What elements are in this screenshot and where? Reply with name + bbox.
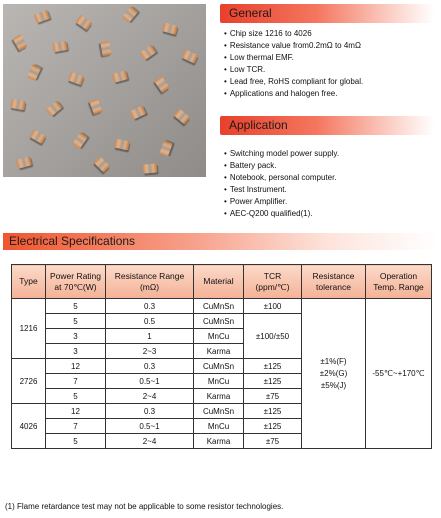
header-tolerance: Resistance tolerance [302, 265, 366, 299]
type-cell: 4026 [12, 404, 46, 449]
footnote: (1) Flame retardance test may not be applicable to some resistor technologies. [5, 502, 284, 511]
tcr-cell: ±125 [244, 374, 302, 389]
material-cell: CuMnSn [194, 314, 244, 329]
power-cell: 5 [46, 389, 106, 404]
material-cell: MnCu [194, 419, 244, 434]
power-cell: 3 [46, 329, 106, 344]
power-cell: 12 [46, 404, 106, 419]
product-photo [3, 4, 206, 177]
resistance-cell: 2~4 [106, 434, 194, 449]
type-cell: 1216 [12, 299, 46, 359]
tcr-cell: ±125 [244, 419, 302, 434]
power-cell: 5 [46, 299, 106, 314]
temp-range-cell: -55℃~+170℃ [366, 299, 432, 449]
tcr-cell: ±125 [244, 404, 302, 419]
list-item: • Notebook, personal computer. [224, 172, 438, 184]
list-item: • AEC-Q200 qualified(1). [224, 208, 438, 220]
list-item: • Test Instrument. [224, 184, 438, 196]
header-power-rating: Power Rating at 70℃(W) [46, 265, 106, 299]
electrical-specs-heading: Electrical Specifications [3, 233, 438, 250]
material-cell: CuMnSn [194, 404, 244, 419]
resistance-cell: 2~4 [106, 389, 194, 404]
header-tcr: TCR (ppm/℃) [244, 265, 302, 299]
material-cell: CuMnSn [194, 299, 244, 314]
tcr-cell: ±75 [244, 389, 302, 404]
material-cell: Karma [194, 434, 244, 449]
resistance-cell: 2~3 [106, 344, 194, 359]
resistance-cell: 0.5 [106, 314, 194, 329]
power-cell: 7 [46, 374, 106, 389]
header-resistance-range: Resistance Range (mΩ) [106, 265, 194, 299]
list-item: • Low thermal EMF. [224, 52, 438, 64]
electrical-specs-table [11, 264, 432, 449]
resistance-cell: 0.5~1 [106, 419, 194, 434]
general-heading: General [220, 4, 434, 23]
material-cell: MnCu [194, 329, 244, 344]
resistance-cell: 0.3 [106, 299, 194, 314]
power-cell: 5 [46, 434, 106, 449]
tolerance-cell: ±1%(F) ±2%(G) ±5%(J) [302, 299, 366, 449]
tcr-cell: ±75 [244, 434, 302, 449]
tcr-cell: ±100/±50 [244, 314, 302, 359]
resistance-cell: 0.5~1 [106, 374, 194, 389]
table-header-row [12, 265, 432, 299]
header-material: Material [194, 265, 244, 299]
power-cell: 5 [46, 314, 106, 329]
material-cell: CuMnSn [194, 359, 244, 374]
header-type: Type [12, 265, 46, 299]
application-list [224, 148, 438, 220]
list-item: • Chip size 1216 to 4026 [224, 28, 438, 40]
material-cell: MnCu [194, 374, 244, 389]
power-cell: 3 [46, 344, 106, 359]
list-item: • Resistance value from0.2mΩ to 4mΩ [224, 40, 438, 52]
resistance-cell: 1 [106, 329, 194, 344]
list-item: • Power Amplifier. [224, 196, 438, 208]
material-cell: Karma [194, 344, 244, 359]
power-cell: 7 [46, 419, 106, 434]
resistance-cell: 0.3 [106, 404, 194, 419]
tcr-cell: ±100 [244, 299, 302, 314]
application-heading: Application [220, 116, 434, 135]
list-item: • Low TCR. [224, 64, 438, 76]
power-cell: 12 [46, 359, 106, 374]
general-list [224, 28, 438, 100]
list-item: • Lead free, RoHS compliant for global. [224, 76, 438, 88]
resistance-cell: 0.3 [106, 359, 194, 374]
list-item: • Battery pack. [224, 160, 438, 172]
list-item: • Applications and halogen free. [224, 88, 438, 100]
table-row [12, 299, 432, 314]
type-cell: 2726 [12, 359, 46, 404]
header-temp-range: Operation Temp. Range [366, 265, 432, 299]
tcr-cell: ±125 [244, 359, 302, 374]
list-item: • Switching model power supply. [224, 148, 438, 160]
material-cell: Karma [194, 389, 244, 404]
